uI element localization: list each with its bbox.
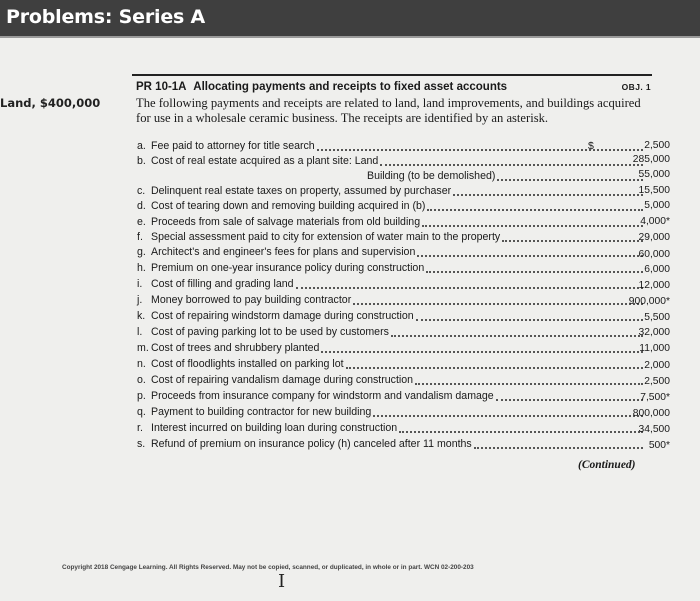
item-letter: n. <box>137 358 146 370</box>
item-amount: 7,500* <box>640 392 670 403</box>
item-description: Payment to building contractor for new building <box>151 406 372 418</box>
item-amount: 55,000 <box>638 169 670 180</box>
item-letter: m. <box>137 342 149 354</box>
item-amount: 4,000* <box>640 216 670 227</box>
item-letter: e. <box>137 216 146 228</box>
list-item <box>137 200 647 214</box>
item-letter: l. <box>137 326 143 338</box>
item-amount: 5,500 <box>644 312 670 323</box>
list-item <box>137 390 647 404</box>
margin-answer-note: Land, $400,000 <box>0 96 101 110</box>
problem-id: PR 10-1A <box>136 81 187 93</box>
item-amount: 29,000 <box>638 232 670 243</box>
list-item <box>137 262 647 276</box>
item-letter: k. <box>137 310 146 322</box>
list-item <box>137 216 647 230</box>
item-amount: 2,500 <box>644 140 670 151</box>
item-amount: 5,000 <box>644 200 670 211</box>
item-description: Proceeds from sale of salvage materials from old building <box>151 216 421 228</box>
item-letter: d. <box>137 200 146 212</box>
item-description: Cost of repairing vandalism damage during construction <box>151 374 414 386</box>
item-description: Cost of paving parking lot to be used by customers <box>151 326 389 338</box>
item-amount: 900,000* <box>628 296 670 307</box>
item-letter: j. <box>137 294 143 306</box>
item-amount: 32,000 <box>638 327 670 338</box>
item-letter: c. <box>137 185 146 197</box>
item-description: Interest incurred on building loan during construction <box>151 422 398 434</box>
list-item <box>137 358 647 372</box>
objective-label: OBJ. 1 <box>621 82 651 92</box>
item-letter: r. <box>137 422 143 434</box>
currency-symbol: $ <box>588 140 594 152</box>
item-description: Cost of repairing windstorm damage during construction <box>151 310 414 322</box>
item-description: Cost of floodlights installed on parking lot <box>151 358 344 370</box>
list-item <box>137 342 647 356</box>
item-letter: o. <box>137 374 146 386</box>
item-letter: s. <box>137 438 146 450</box>
item-description: Premium on one-year insurance policy during construction <box>151 262 425 274</box>
header-divider <box>0 36 700 38</box>
item-amount: 2,500 <box>644 376 670 387</box>
text-cursor-icon: I <box>278 571 286 592</box>
item-description: Cost of filling and grading land <box>151 278 294 290</box>
list-item <box>137 294 647 308</box>
list-item <box>137 231 647 245</box>
list-item <box>137 170 647 184</box>
item-amount: 11,000 <box>639 343 670 354</box>
item-amount: 2,000 <box>644 360 670 371</box>
list-item <box>137 326 647 340</box>
item-letter: g. <box>137 246 146 258</box>
item-amount: 500* <box>648 440 670 451</box>
item-letter: q. <box>137 406 146 418</box>
item-letter: a. <box>137 140 146 152</box>
item-letter: p. <box>137 390 146 402</box>
copyright-notice: Copyright 2018 Cengage Learning. All Rights Reserved. May not be copied, scanned, or duplicated, in whole or in part. WCN 02-200-203 <box>62 564 474 571</box>
continued-label: (Continued) <box>578 459 636 471</box>
item-letter: f. <box>137 231 143 243</box>
item-amount: 285,000 <box>632 154 670 165</box>
item-amount: 6,000 <box>644 264 670 275</box>
item-description: Refund of premium on insurance policy (h) canceled after 11 months <box>151 438 472 450</box>
item-letter: i. <box>137 278 143 290</box>
item-description: Cost of tearing down and removing building acquired in (b) <box>151 200 426 212</box>
problem-heading <box>136 81 651 93</box>
list-item <box>137 155 647 169</box>
problem-title: Allocating payments and receipts to fixed asset accounts <box>193 81 508 93</box>
item-letter: h. <box>137 262 146 274</box>
page-header <box>0 0 700 36</box>
item-amount: 34,500 <box>638 424 670 435</box>
list-item <box>137 246 647 260</box>
list-item <box>137 140 647 154</box>
list-item <box>137 185 647 199</box>
item-description: Proceeds from insurance company for windstorm and vandalism damage <box>151 390 494 402</box>
item-amount: 800,000 <box>632 408 670 419</box>
item-description: Cost of real estate acquired as a plant site: Land <box>151 155 379 167</box>
item-amount: 15,500 <box>638 185 670 196</box>
list-item <box>137 406 647 420</box>
item-description: Special assessment paid to city for extension of water main to the property <box>151 231 501 243</box>
item-letter: b. <box>137 155 146 167</box>
item-amount: 12,000 <box>638 280 670 291</box>
item-description: Money borrowed to pay building contractor <box>151 294 352 306</box>
item-description: Architect's and engineer's fees for plans and supervision <box>151 246 416 258</box>
problem-intro: The following payments and receipts are related to land, land improvements, and buildings acquired for use in a wholesale ceramic business. The receipts are identified by an asterisk. <box>136 96 641 125</box>
item-description: Fee paid to attorney for title search <box>151 140 315 152</box>
item-amount: 60,000 <box>638 249 670 260</box>
list-item <box>137 422 647 436</box>
list-item <box>137 278 647 292</box>
page-title: Problems: Series A <box>6 6 206 28</box>
problem-divider <box>132 74 652 76</box>
item-description: Delinquent real estate taxes on property, assumed by purchaser <box>151 185 452 197</box>
list-item <box>137 438 647 452</box>
item-description: Building (to be demolished) <box>367 170 496 182</box>
list-item <box>137 374 647 388</box>
list-item <box>137 310 647 324</box>
item-description: Cost of trees and shrubbery planted <box>151 342 320 354</box>
